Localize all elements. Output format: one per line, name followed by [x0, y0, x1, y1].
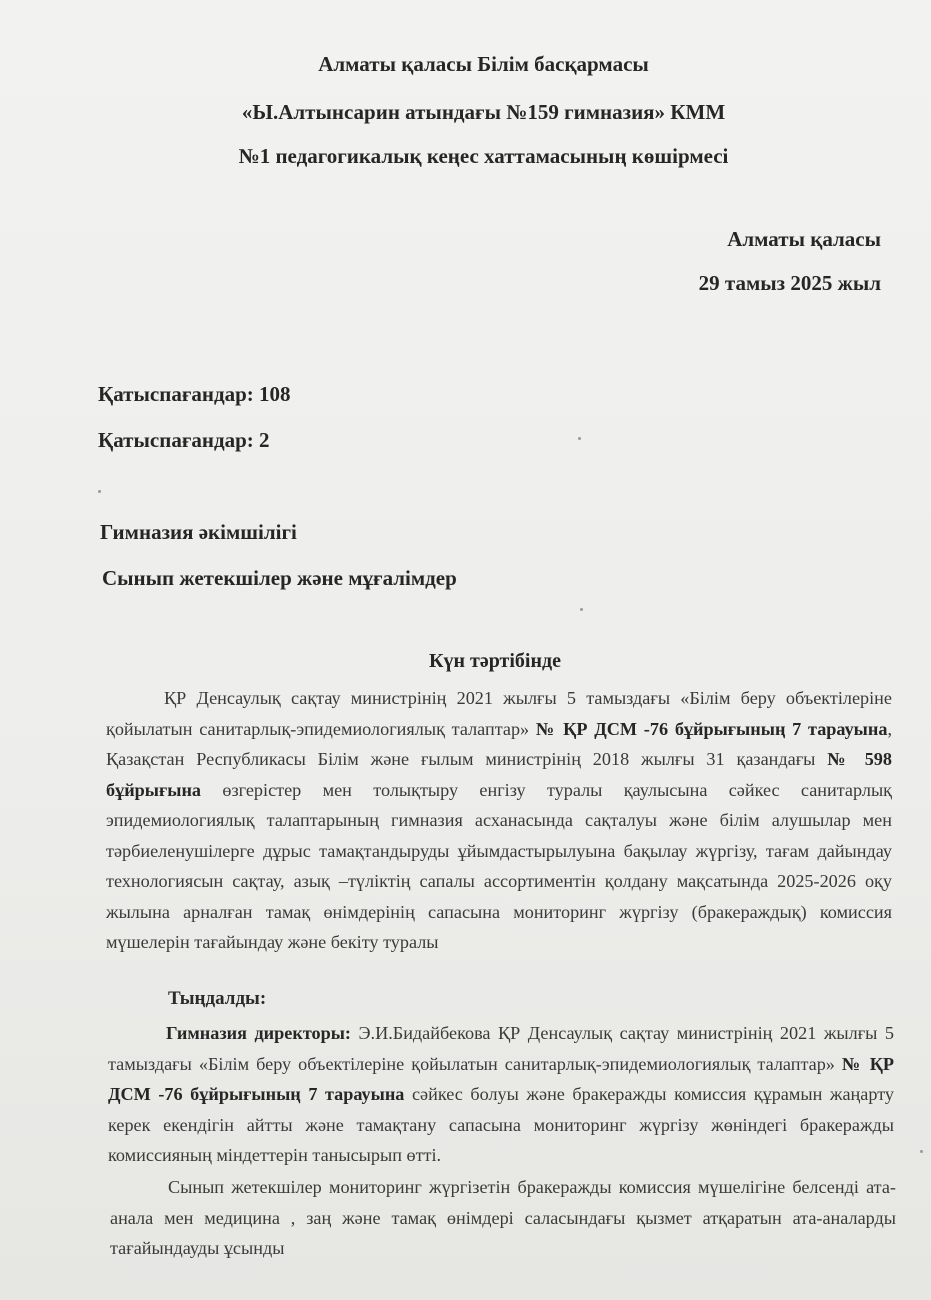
agenda-text-1: ҚР Денсаулық сақтау министрінің 2021 жылғы 5 тамыздағы «Білім беру объектілеріне қойылатын санитарлық-эпидемиологиялық талаптар» [106, 688, 892, 739]
director-text-2: сәйкес болуы және бракеражды комиссия құрамын жаңарту керек екендігін айтты және тамақтану сапасына мониторинг жүргізу жөніндегі бракеражды комиссияның міндеттерін танысырып өтті. [108, 1084, 894, 1165]
place-city: Алматы қаласы [727, 227, 881, 251]
teachers-proposal-paragraph [110, 1172, 896, 1264]
director-order-ref: № ҚР ДСМ -76 бұйрығының 7 тарауына [108, 1053, 894, 1104]
place-date: 29 тамыз 2025 жыл [698, 271, 881, 295]
header-department: Алматы қаласы Білім басқармасы [318, 52, 649, 76]
attendance-absent: Қатыспағандар: 2 [98, 428, 270, 452]
agenda-text-2: , Қазақстан Республикасы Білім және ғылым министрінің 2018 жылғы 31 қазандағы [106, 718, 892, 769]
participants-admin: Гимназия әкімшілігі [100, 520, 297, 544]
director-text-1: Э.И.Бидайбекова ҚР Денсаулық сақтау министрінің 2021 жылғы 5 тамыздағы «Білім беру объектілеріне қойылатын санитарлық-эпидемиологиялық талаптар» [108, 1023, 894, 1074]
scan-speck [578, 437, 581, 440]
scan-speck [920, 1150, 923, 1153]
teachers-proposal-text: Сынып жетекшілер мониторинг жүргізетін бракеражды комиссия мүшелігіне белсенді ата-анала мен медицина , заң және тамақ өнімдері саласындағы қызмет атқаратын ата-аналарды тағайындауды ұсынды [110, 1177, 896, 1258]
header-school: «Ы.Алтынсарин атындағы №159 гимназия» КММ [241, 100, 726, 124]
agenda-title: Күн тәртібінде [428, 650, 562, 672]
director-paragraph [108, 1018, 894, 1171]
attendance-present: Қатыспағандар: 108 [98, 382, 291, 406]
agenda-text-3: өзгерістер мен толықтыру енгізу туралы қаулысына сәйкес санитарлық эпидемиологиялық талаптарының гимназия асханасында сақталуы және білім алушылар мен тәрбиеленушілерге дұрыс тамақтандыруды ұйымдастырылуына бақылау жүргізу, тағам дайындау технологиясын сақтау, азық –түліктің сапалы ассортиментін қолдану мақсатында 2025-2026 оқу жылына арналған тамақ өнімдерінің сапасына мониторинг жүргізу (бракераждық) комиссия мүшелерін тағайындау және бекіту туралы [106, 779, 892, 952]
director-label: Гимназия директоры: [166, 1023, 351, 1043]
agenda-order-ref: № ҚР ДСМ -76 бұйрығының 7 тарауына [535, 718, 888, 739]
agenda-paragraph [106, 683, 892, 958]
agenda-order-598: № 598 бұйрығына [106, 749, 892, 800]
scan-speck [580, 608, 583, 611]
scan-speck [98, 490, 101, 493]
header-protocol-title: №1 педагогикалық кеңес хаттамасының көшірмесі [238, 144, 729, 168]
participants-teachers: Сынып жетекшілер және мұғалімдер [102, 566, 457, 590]
heard-label: Тыңдалды: [168, 988, 267, 1009]
